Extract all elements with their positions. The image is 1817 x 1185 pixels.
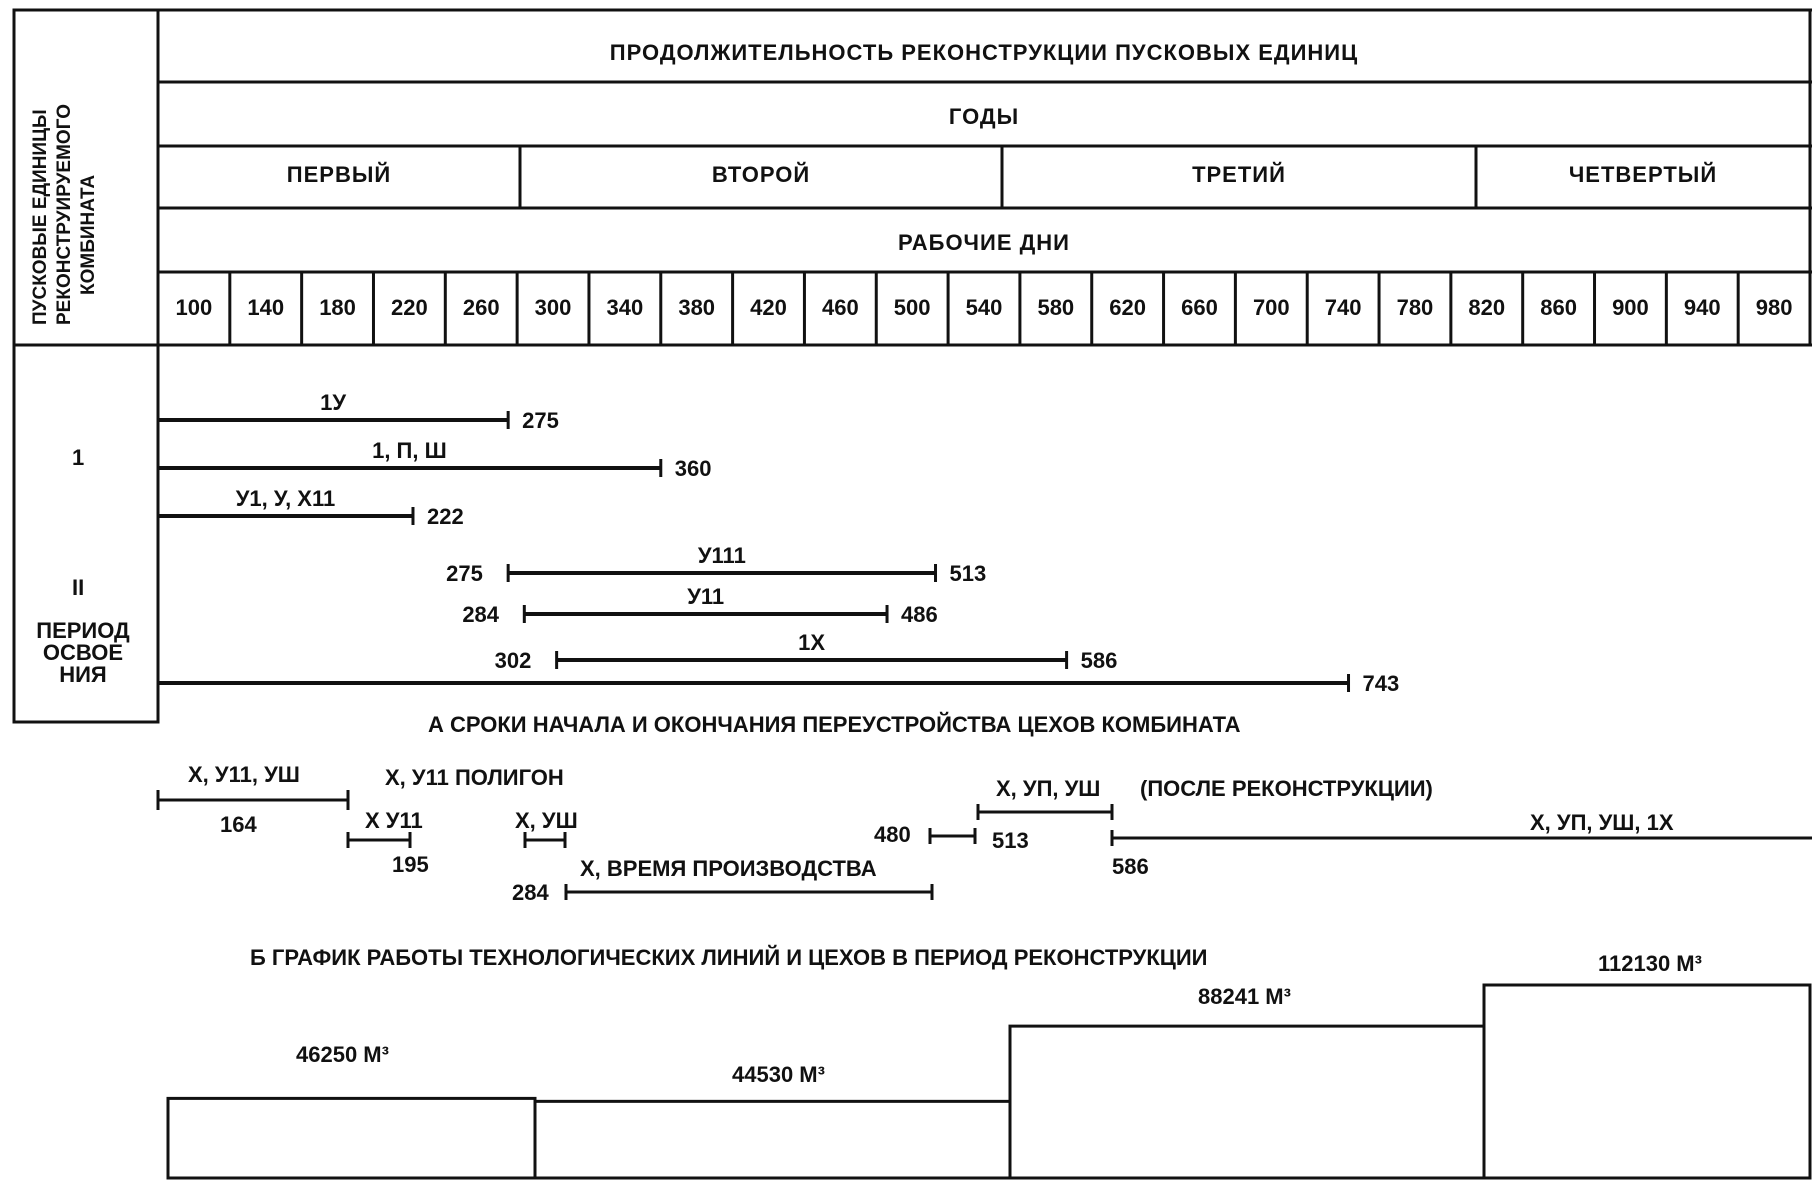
b-label-6-start: 480 (874, 822, 911, 847)
day-tick-label: 940 (1683, 295, 1721, 320)
b-label-2: Х, У11 ПОЛИГОН (385, 765, 564, 790)
side-header-line-3: КОМБИНАТА (78, 174, 99, 295)
year-third: ТРЕТИЙ (1192, 162, 1286, 187)
b-label-8: Х, УП, УШ, 1Х (1530, 810, 1674, 835)
bar-label: У11 (687, 584, 725, 609)
day-tick-label: 980 (1755, 295, 1793, 320)
bar-end-label: 513 (949, 561, 987, 586)
unit-1-label: 1 (72, 445, 85, 470)
section-b-lines (158, 790, 1812, 900)
day-ticks-row (158, 295, 1810, 325)
period-line-2: ОСВОЕ (42, 640, 124, 665)
page-title: ПРОДОЛЖИТЕЛЬНОСТЬ РЕКОНСТРУКЦИИ ПУСКОВЫХ ЕДИНИЦ (609, 40, 1359, 65)
year-first: ПЕРВЫЙ (286, 162, 392, 187)
section-b-caption: Б ГРАФИК РАБОТЫ ТЕХНОЛОГИЧЕСКИХ ЛИНИЙ И ЦЕХОВ В ПЕРИОД РЕКОНСТРУКЦИИ (250, 945, 1208, 970)
volume-label-3: 88241 М³ (1198, 984, 1291, 1009)
day-tick-label: 420 (750, 295, 787, 320)
volume-label-2: 44530 М³ (732, 1062, 825, 1087)
volume-step-chart (168, 985, 1810, 1178)
day-tick-label: 820 (1468, 295, 1506, 320)
b-label-7: Х, УП, УШ (996, 776, 1101, 801)
section-a-caption: А СРОКИ НАЧАЛА И ОКОНЧАНИЯ ПЕРЕУСТРОЙСТВА ЦЕХОВ КОМБИНАТА (428, 712, 1241, 737)
year-fourth: ЧЕТВЕРТЫЙ (1568, 162, 1718, 187)
b-label-3: Х У11 (365, 808, 423, 833)
day-tick-label: 300 (534, 295, 572, 320)
day-tick-label: 860 (1540, 295, 1577, 320)
day-tick-label: 740 (1324, 295, 1362, 320)
b-label-5-start: 284 (512, 880, 549, 905)
day-tick-label: 380 (678, 295, 716, 320)
b-label-7-note: (ПОСЛЕ РЕКОНСТРУКЦИИ) (1140, 776, 1433, 801)
day-tick-label: 780 (1396, 295, 1434, 320)
bar-label: У111 (697, 543, 746, 568)
day-tick-label: 580 (1037, 295, 1075, 320)
b-label-1: Х, У11, УШ (188, 762, 300, 787)
day-tick-label: 140 (247, 295, 285, 320)
period-label (28, 620, 138, 686)
bar-start-label: 302 (494, 648, 532, 673)
volume-label-4: 112130 М³ (1598, 951, 1702, 976)
b-label-5: Х, ВРЕМЯ ПРОИЗВОДСТВА (580, 856, 877, 881)
day-tick-label: 340 (606, 295, 644, 320)
day-tick-label: 460 (821, 295, 859, 320)
b-label-6-end: 513 (992, 828, 1029, 853)
bar-end-label: 222 (426, 504, 464, 529)
bar-label: 1Х (798, 630, 826, 655)
day-tick-label: 500 (893, 295, 931, 320)
volume-step (168, 1098, 535, 1178)
bar-end-label: 275 (522, 408, 559, 433)
day-tick-label: 260 (462, 295, 500, 320)
day-tick-label: 620 (1109, 295, 1146, 320)
year-second: ВТОРОЙ (711, 162, 811, 187)
bar-start-label: 284 (462, 602, 500, 627)
side-header (22, 20, 152, 340)
bar-end-label: 743 (1362, 671, 1400, 696)
bar-end-label: 586 (1080, 648, 1118, 673)
b-label-1-value: 164 (220, 812, 257, 837)
bar-start-label: 275 (446, 561, 483, 586)
volume-step (535, 1101, 1010, 1178)
day-tick-label: 180 (319, 295, 356, 320)
working-days-label: РАБОЧИЕ ДНИ (898, 230, 1070, 255)
day-tick-label: 700 (1252, 295, 1290, 320)
bar-label: У1, У, Х11 (235, 486, 336, 511)
b-label-8-start: 586 (1112, 854, 1149, 879)
volume-label-1: 46250 М³ (296, 1042, 389, 1067)
bar-label: 1, П, Ш (372, 438, 447, 463)
bar-label: 1У (320, 390, 347, 415)
day-tick-label: 900 (1612, 295, 1649, 320)
bar-end-label: 360 (674, 456, 712, 481)
side-header-line-1: ПУСКОВЫЕ ЕДИНИЦЫ (30, 109, 51, 325)
unit-2-label: II (72, 575, 85, 600)
day-tick-label: 100 (175, 295, 213, 320)
b-label-4: Х, УШ (515, 808, 578, 833)
volume-step (1484, 985, 1810, 1178)
period-line-1: ПЕРИОД (36, 618, 130, 643)
day-tick-label: 540 (965, 295, 1003, 320)
bar-end-label: 486 (901, 602, 938, 627)
side-header-line-2: РЕКОНСТРУИРУЕМОГО (54, 103, 75, 325)
b-label-3-value: 195 (392, 852, 429, 877)
period-line-3: НИЯ (59, 662, 107, 687)
years-label: ГОДЫ (948, 104, 1020, 129)
volume-step (1010, 1026, 1484, 1178)
day-tick-label: 220 (391, 295, 428, 320)
day-tick-label: 660 (1181, 295, 1218, 320)
